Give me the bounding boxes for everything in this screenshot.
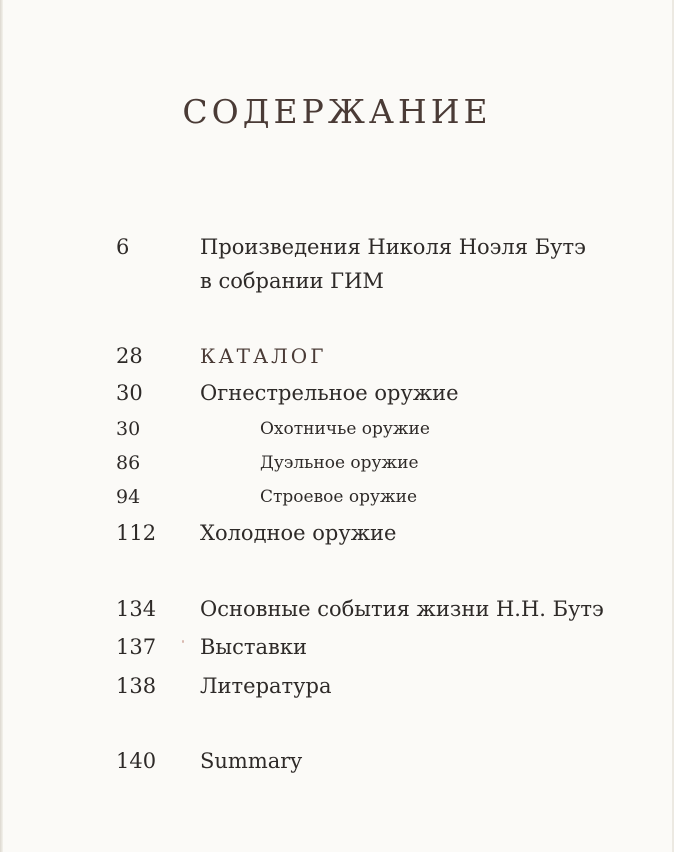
ink-speck — [182, 640, 184, 643]
toc-page-number: 140 — [116, 749, 157, 773]
toc-page-number: 30 — [116, 418, 141, 440]
page-title: СОДЕРЖАНИЕ — [182, 92, 492, 131]
toc-entry-title: Summary — [200, 749, 303, 773]
toc-entry-title-cont: в собрании ГИМ — [200, 269, 384, 293]
toc-page-number: 30 — [116, 381, 143, 405]
toc-entry-title: Строевое оружие — [260, 487, 418, 507]
toc-page-number: 94 — [116, 486, 141, 508]
toc-entry-title: Произведения Николя Ноэля Бутэ — [200, 235, 586, 259]
toc-page-number: 134 — [116, 597, 157, 621]
toc-entry-title: Охотничье оружие — [260, 419, 430, 439]
toc-page-number: 138 — [116, 674, 157, 698]
toc-entry-title: Дуэльное оружие — [260, 453, 419, 473]
toc-entry-title: Выставки — [200, 635, 307, 659]
toc-page-number: 28 — [116, 344, 143, 368]
toc-page-number: 137 — [116, 635, 157, 659]
toc-page-number: 86 — [116, 452, 141, 474]
toc-entry-title: КАТАЛОГ — [200, 344, 327, 368]
toc-entry-title: Основные события жизни Н.Н. Бутэ — [200, 597, 604, 621]
toc-page-number: 6 — [116, 235, 130, 259]
toc-entry-title: Холодное оружие — [200, 521, 397, 545]
toc-entry-title: Литература — [200, 674, 332, 698]
toc-entry-title: Огнестрельное оружие — [200, 381, 459, 405]
toc-page-number: 112 — [116, 521, 157, 545]
